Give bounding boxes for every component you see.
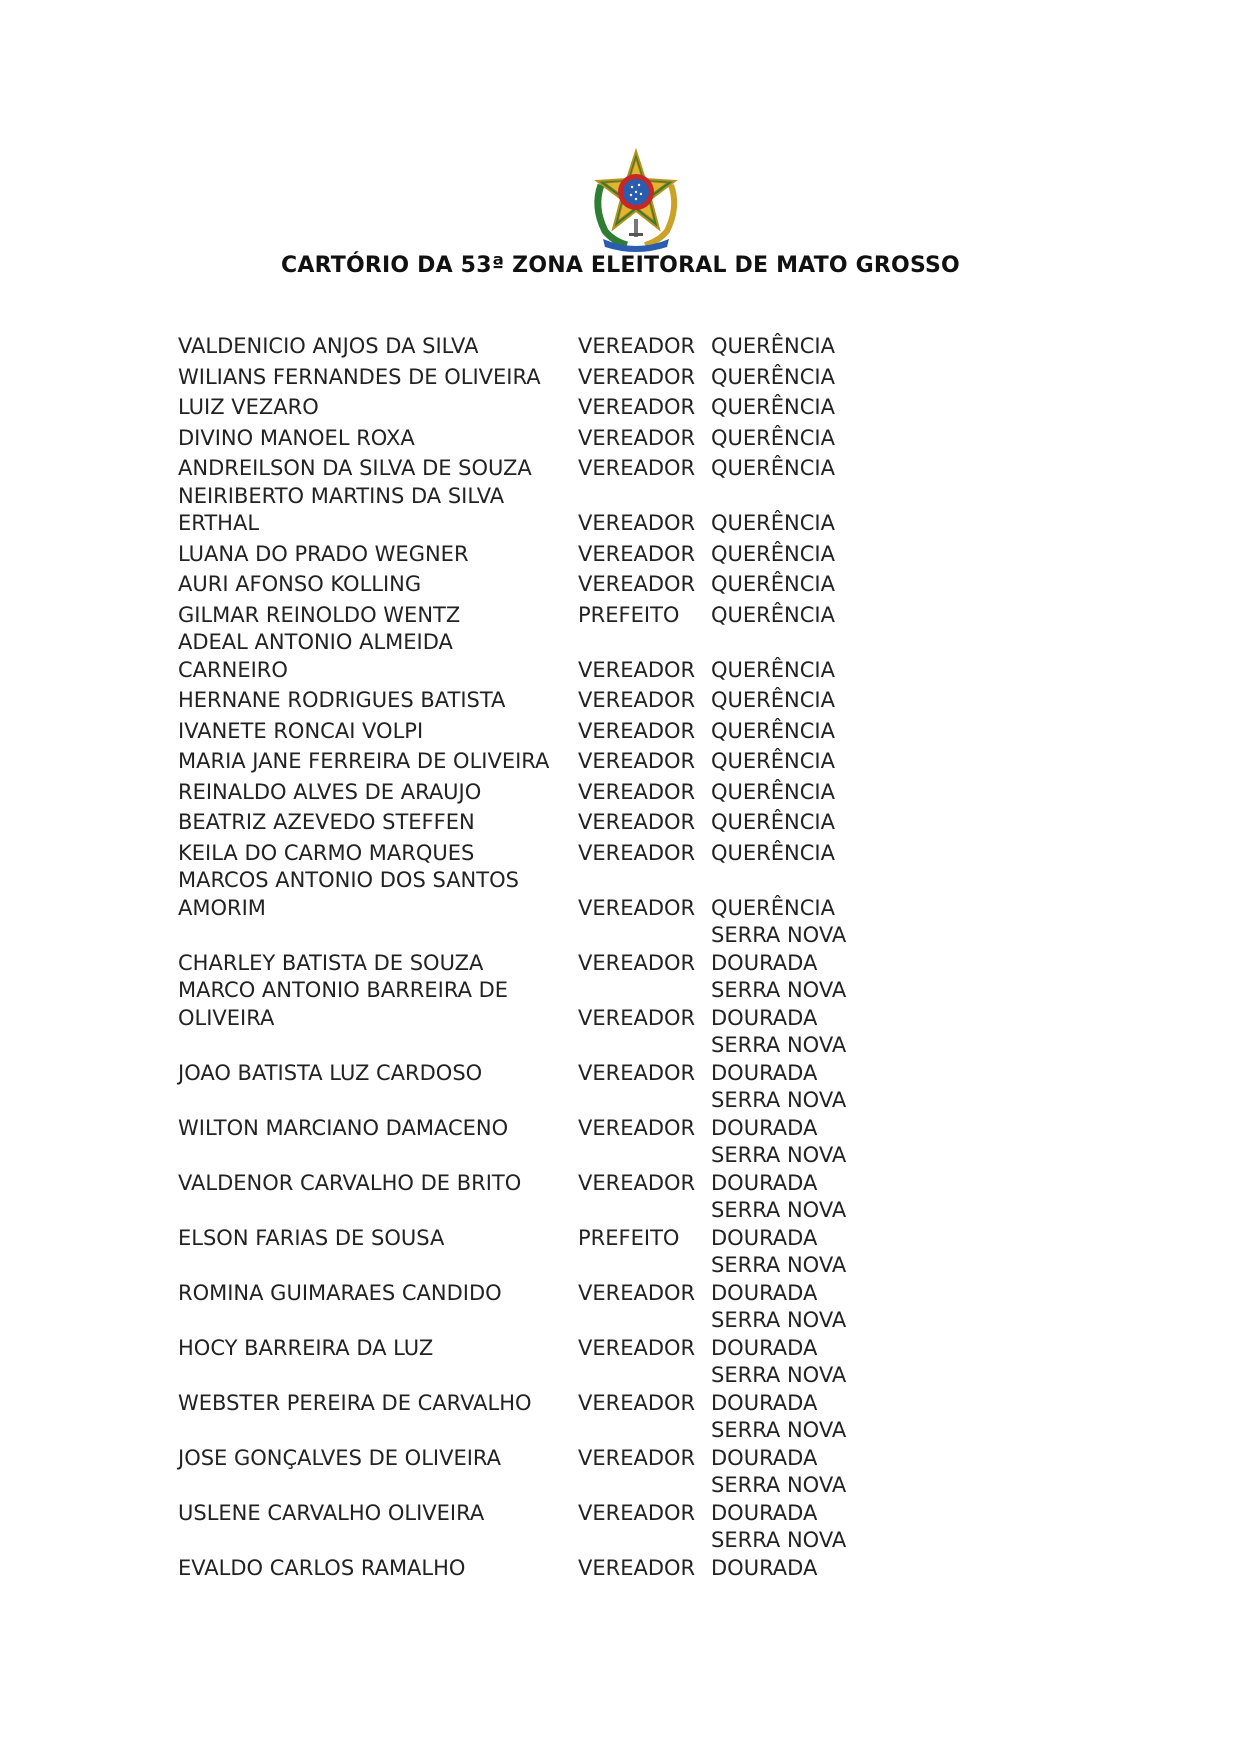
candidate-name xyxy=(178,538,578,569)
candidate-office: VEREADOR xyxy=(578,718,696,743)
list-item xyxy=(178,483,871,538)
candidate-name xyxy=(178,1087,578,1142)
candidate-name-line: VALDENOR CARVALHO DE BRITO xyxy=(178,1170,522,1195)
candidate-city-line: QUERÊNCIA xyxy=(711,572,835,596)
coat-of-arms-icon xyxy=(587,145,685,255)
candidate-name xyxy=(178,922,578,977)
list-item xyxy=(178,422,871,453)
candidate-city-line: DOURADA xyxy=(711,1005,818,1030)
candidate-city-line: DOURADA xyxy=(711,1170,818,1195)
candidate-office: VEREADOR xyxy=(578,895,696,920)
candidate-name xyxy=(178,1417,578,1472)
candidate-name-line: AMORIM xyxy=(178,895,266,920)
candidate-city xyxy=(711,1252,871,1307)
candidate-office: VEREADOR xyxy=(578,1170,696,1195)
candidate-name xyxy=(178,837,578,868)
candidate-city xyxy=(711,330,871,361)
candidate-office: VEREADOR xyxy=(578,810,696,834)
candidate-name-line: AURI AFONSO KOLLING xyxy=(178,572,422,596)
candidate-city-line: QUERÊNCIA xyxy=(711,602,835,627)
candidate-office: VEREADOR xyxy=(578,1390,696,1415)
candidate-name-line: MARIA JANE FERREIRA DE OLIVEIRA xyxy=(178,749,550,773)
candidate-list xyxy=(178,330,871,1582)
list-item xyxy=(178,452,871,483)
candidate-name xyxy=(178,330,578,361)
candidate-office: VEREADOR xyxy=(578,749,696,773)
candidate-city-line: QUERÊNCIA xyxy=(711,334,835,358)
candidate-city-line: QUERÊNCIA xyxy=(711,511,835,535)
list-item xyxy=(178,1362,871,1417)
list-item xyxy=(178,1307,871,1362)
candidate-city xyxy=(711,776,871,807)
candidate-office: VEREADOR xyxy=(578,395,696,419)
candidate-city xyxy=(711,745,871,776)
candidate-city xyxy=(711,1142,871,1197)
candidate-city-line: SERRA NOVA xyxy=(711,1033,847,1057)
candidate-city xyxy=(711,1417,871,1472)
candidate-city xyxy=(711,1032,871,1087)
candidate-office: VEREADOR xyxy=(578,425,696,450)
candidate-office: VEREADOR xyxy=(578,657,696,682)
list-item xyxy=(178,330,871,361)
candidate-name-line: GILMAR REINOLDO WENTZ xyxy=(178,602,461,627)
candidate-name xyxy=(178,977,578,1032)
list-item xyxy=(178,1252,871,1307)
candidate-city-line: QUERÊNCIA xyxy=(711,456,835,480)
candidate-name-line: DIVINO MANOEL ROXA xyxy=(178,425,415,450)
candidate-city-line: QUERÊNCIA xyxy=(711,688,835,712)
candidate-name-line: JOAO BATISTA LUZ CARDOSO xyxy=(178,1060,483,1085)
candidate-city xyxy=(711,806,871,837)
candidate-office: VEREADOR xyxy=(578,1335,696,1360)
candidate-city-line: SERRA NOVA xyxy=(711,978,847,1002)
candidate-city xyxy=(711,922,871,977)
candidate-name-line: CHARLEY BATISTA DE SOUZA xyxy=(178,950,484,975)
candidate-name-line: CARNEIRO xyxy=(178,657,288,682)
list-item xyxy=(178,1197,871,1252)
list-item xyxy=(178,568,871,599)
candidate-name-line: LUANA DO PRADO WEGNER xyxy=(178,541,469,566)
list-item xyxy=(178,922,871,977)
candidate-city-line: QUERÊNCIA xyxy=(711,779,835,804)
candidate-name-line: ELSON FARIAS DE SOUSA xyxy=(178,1225,445,1250)
candidate-office: VEREADOR xyxy=(578,456,696,480)
candidate-name-line: KEILA DO CARMO MARQUES xyxy=(178,840,475,865)
candidate-city xyxy=(711,422,871,453)
list-item xyxy=(178,1527,871,1582)
candidate-city-line: DOURADA xyxy=(711,950,818,975)
candidate-name xyxy=(178,422,578,453)
candidate-city-line: SERRA NOVA xyxy=(711,923,847,947)
candidate-name xyxy=(178,684,578,715)
candidate-name xyxy=(178,599,578,630)
list-item xyxy=(178,776,871,807)
list-item xyxy=(178,867,871,922)
candidate-city-line: SERRA NOVA xyxy=(711,1528,847,1552)
candidate-city-line: SERRA NOVA xyxy=(711,1143,847,1167)
candidate-city xyxy=(711,684,871,715)
candidate-office: VEREADOR xyxy=(578,1005,696,1030)
candidate-name-line: REINALDO ALVES DE ARAUJO xyxy=(178,779,482,804)
candidate-name-line: USLENE CARVALHO OLIVEIRA xyxy=(178,1500,485,1525)
candidate-name-line: ADEAL ANTONIO ALMEIDA xyxy=(178,630,453,654)
list-item xyxy=(178,538,871,569)
candidate-office: VEREADOR xyxy=(578,840,696,865)
candidate-city xyxy=(711,452,871,483)
candidate-office: VEREADOR xyxy=(578,334,696,358)
candidate-name xyxy=(178,1197,578,1252)
candidate-city-line: DOURADA xyxy=(711,1500,818,1525)
candidate-city-line: DOURADA xyxy=(711,1060,818,1085)
candidate-city-line: DOURADA xyxy=(711,1225,818,1250)
candidate-office: VEREADOR xyxy=(578,1555,696,1580)
candidate-city xyxy=(711,391,871,422)
candidate-city-line: QUERÊNCIA xyxy=(711,810,835,834)
candidate-name xyxy=(178,361,578,392)
candidate-city-line: DOURADA xyxy=(711,1115,818,1140)
candidate-city-line: SERRA NOVA xyxy=(711,1418,847,1442)
candidate-name-line: HOCY BARREIRA DA LUZ xyxy=(178,1335,434,1360)
candidate-name xyxy=(178,1472,578,1527)
candidate-name xyxy=(178,1307,578,1362)
candidate-city-line: SERRA NOVA xyxy=(711,1308,847,1332)
candidate-name-line: MARCO ANTONIO BARREIRA DE xyxy=(178,978,509,1002)
candidate-city-line: SERRA NOVA xyxy=(711,1363,847,1387)
candidate-city-line: DOURADA xyxy=(711,1335,818,1360)
candidate-name-line: ROMINA GUIMARAES CANDIDO xyxy=(178,1280,502,1305)
candidate-city-line: DOURADA xyxy=(711,1445,818,1470)
list-item xyxy=(178,1142,871,1197)
candidate-city-line: SERRA NOVA xyxy=(711,1473,847,1497)
candidate-name-line: WEBSTER PEREIRA DE CARVALHO xyxy=(178,1390,532,1415)
candidate-name-line: MARCOS ANTONIO DOS SANTOS xyxy=(178,868,519,892)
candidate-name-line: LUIZ VEZARO xyxy=(178,395,319,419)
list-item xyxy=(178,977,871,1032)
candidate-name-line: ANDREILSON DA SILVA DE SOUZA xyxy=(178,456,532,480)
candidate-name xyxy=(178,1032,578,1087)
candidate-office: VEREADOR xyxy=(578,541,696,566)
candidate-city-line: QUERÊNCIA xyxy=(711,840,835,865)
list-item xyxy=(178,837,871,868)
candidate-name xyxy=(178,806,578,837)
candidate-office: VEREADOR xyxy=(578,1280,696,1305)
candidate-city xyxy=(711,1087,871,1142)
candidate-city-line: DOURADA xyxy=(711,1555,818,1580)
candidate-office: VEREADOR xyxy=(578,779,696,804)
list-item xyxy=(178,806,871,837)
candidate-city xyxy=(711,1307,871,1362)
candidate-city xyxy=(711,1527,871,1582)
candidate-city xyxy=(711,568,871,599)
candidate-city xyxy=(711,538,871,569)
candidate-office: VEREADOR xyxy=(578,1500,696,1525)
candidate-city xyxy=(711,977,871,1032)
list-item xyxy=(178,745,871,776)
candidate-city-line: QUERÊNCIA xyxy=(711,657,835,682)
list-item xyxy=(178,629,871,684)
candidate-city-line: QUERÊNCIA xyxy=(711,395,835,419)
candidate-city xyxy=(711,599,871,630)
candidate-office: VEREADOR xyxy=(578,1445,696,1470)
candidate-name-line: NEIRIBERTO MARTINS DA SILVA xyxy=(178,483,505,508)
candidate-name xyxy=(178,1362,578,1417)
list-item xyxy=(178,361,871,392)
candidate-office: PREFEITO xyxy=(578,602,680,627)
candidate-name-line: EVALDO CARLOS RAMALHO xyxy=(178,1555,466,1580)
list-item xyxy=(178,1472,871,1527)
list-item xyxy=(178,391,871,422)
candidate-city-line: DOURADA xyxy=(711,1280,818,1305)
candidate-name-line: HERNANE RODRIGUES BATISTA xyxy=(178,688,506,712)
candidate-name-line: OLIVEIRA xyxy=(178,1005,275,1030)
candidate-name-line: WILIANS FERNANDES DE OLIVEIRA xyxy=(178,364,541,389)
candidate-city-line: QUERÊNCIA xyxy=(711,425,835,450)
candidate-city xyxy=(711,483,871,538)
candidate-name-line: WILTON MARCIANO DAMACENO xyxy=(178,1115,509,1140)
candidate-name xyxy=(178,776,578,807)
candidate-name-line: VALDENICIO ANJOS DA SILVA xyxy=(178,334,479,358)
candidate-city-line: SERRA NOVA xyxy=(711,1198,847,1222)
candidate-name xyxy=(178,867,578,922)
document-title: CARTÓRIO DA 53ª ZONA ELEITORAL DE MATO GROSSO xyxy=(281,253,960,278)
list-item xyxy=(178,684,871,715)
candidate-office: VEREADOR xyxy=(578,688,696,712)
candidate-city xyxy=(711,837,871,868)
candidate-city xyxy=(711,715,871,746)
candidate-city xyxy=(711,629,871,684)
candidate-city xyxy=(711,1197,871,1252)
list-item xyxy=(178,1032,871,1087)
candidate-office: PREFEITO xyxy=(578,1225,680,1250)
list-item xyxy=(178,1417,871,1472)
candidate-name xyxy=(178,452,578,483)
candidate-office: VEREADOR xyxy=(578,1060,696,1085)
candidate-city xyxy=(711,1472,871,1527)
candidate-city-line: SERRA NOVA xyxy=(711,1088,847,1112)
candidate-city-line: QUERÊNCIA xyxy=(711,749,835,773)
candidate-name xyxy=(178,629,578,684)
candidate-name-line: IVANETE RONCAI VOLPI xyxy=(178,718,424,743)
candidate-name-line: BEATRIZ AZEVEDO STEFFEN xyxy=(178,810,475,834)
list-item xyxy=(178,599,871,630)
candidate-city-line: DOURADA xyxy=(711,1390,818,1415)
candidate-city-line: SERRA NOVA xyxy=(711,1253,847,1277)
candidate-name-line: JOSE GONÇALVES DE OLIVEIRA xyxy=(178,1445,502,1470)
candidate-office: VEREADOR xyxy=(578,1115,696,1140)
candidate-office: VEREADOR xyxy=(578,511,696,535)
candidate-name xyxy=(178,1142,578,1197)
candidate-city xyxy=(711,361,871,392)
candidate-city xyxy=(711,1362,871,1417)
candidate-city-line: QUERÊNCIA xyxy=(711,718,835,743)
candidate-name xyxy=(178,1252,578,1307)
candidate-name xyxy=(178,745,578,776)
candidate-name xyxy=(178,391,578,422)
candidate-city-line: QUERÊNCIA xyxy=(711,364,835,389)
candidate-office: VEREADOR xyxy=(578,364,696,389)
candidate-name xyxy=(178,715,578,746)
list-item xyxy=(178,1087,871,1142)
candidate-city-line: QUERÊNCIA xyxy=(711,895,835,920)
candidate-name-line: ERTHAL xyxy=(178,511,260,535)
candidate-name xyxy=(178,568,578,599)
candidate-city xyxy=(711,867,871,922)
candidate-office: VEREADOR xyxy=(578,572,696,596)
candidate-office: VEREADOR xyxy=(578,950,696,975)
candidate-name xyxy=(178,483,578,538)
candidate-name xyxy=(178,1527,578,1582)
list-item xyxy=(178,715,871,746)
candidate-city-line: QUERÊNCIA xyxy=(711,541,835,566)
